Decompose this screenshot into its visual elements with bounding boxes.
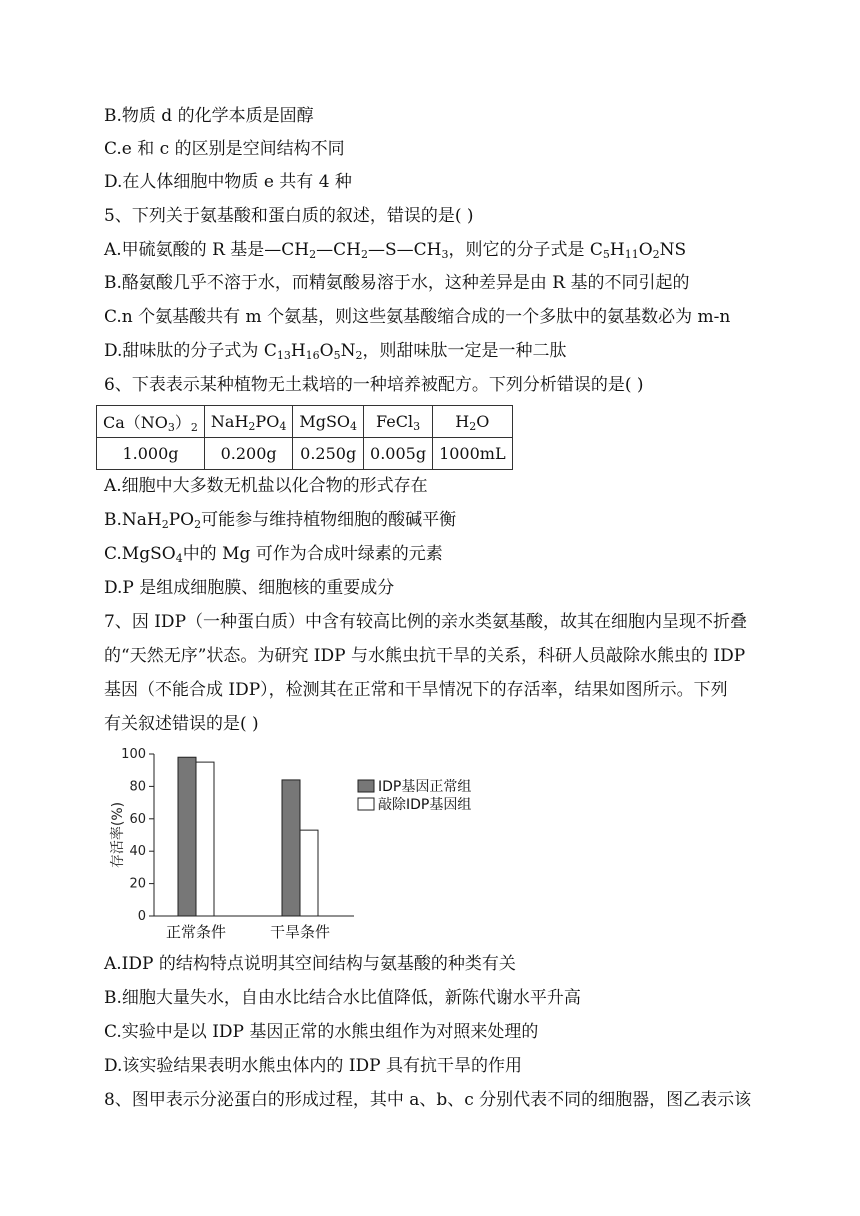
q7-stem-line3: 基因（不能合成 IDP），检测其在正常和干旱情况下的存活率，结果如图所示。下列 (104, 680, 728, 700)
q5-d-sub-c: 13 (276, 349, 291, 362)
bar-knockout-group (300, 830, 318, 916)
y-tick-label: 100 (121, 747, 146, 762)
x-tick-label: 干旱条件 (269, 923, 331, 941)
q6-option-b (104, 508, 456, 532)
h1-main: Ca（NO (103, 413, 168, 432)
q5-a-sub-2: 2 (360, 248, 368, 261)
q5-option-d (104, 339, 566, 363)
y-tick-label: 80 (129, 779, 146, 795)
bar-normal-group (178, 757, 196, 916)
h2-sub4: 4 (279, 420, 287, 433)
q5-option-b: B.酪氨酸几乎不溶于水，而精氨酸易溶于水，这种差异是由 R 基的不同引起的 (104, 273, 690, 293)
table-header-cell (364, 406, 433, 438)
q6-b-text-1: B.NaH (104, 510, 162, 530)
q5-d-sub-h: 16 (305, 349, 320, 362)
h4-sub3: 3 (413, 420, 421, 433)
table-header-row (97, 406, 513, 438)
q5-a-text-3: —S—CH (367, 240, 442, 260)
q7-stem-line4: 有关叙述错误的是( ) (104, 714, 259, 734)
h4-main: FeCl (376, 412, 414, 431)
q5-a-text-o: O (638, 240, 653, 260)
x-tick-label: 正常条件 (165, 923, 227, 941)
q5-option-c: C.n 个氨基酸共有 m 个氨基，则这些氨基酸缩合成的一个多肽中的氨基数必为 m-n (104, 307, 731, 327)
table-header-cell (204, 406, 292, 438)
y-axis-label: 存活率(%) (110, 801, 126, 869)
q5-a-text-ns: NS (659, 240, 687, 260)
q6-option-a: A.细胞中大多数无机盐以化合物的形式存在 (104, 476, 428, 496)
table-cell: 0.005g (364, 438, 433, 470)
q5-a-sub-1: 2 (309, 248, 317, 261)
q5-a-text-1: A.甲硫氨酸的 R 基是—CH (104, 240, 310, 260)
q4-option-c: C.e 和 c 的区别是空间结构不同 (104, 139, 345, 159)
legend-swatch (358, 780, 374, 792)
q5-d-sub-n: 2 (355, 349, 363, 362)
h3-main: MgSO (299, 412, 351, 431)
q5-option-a (104, 238, 686, 262)
q6-b-text-2: PO (168, 510, 195, 530)
table-cell: 0.250g (293, 438, 364, 470)
legend-label: IDP基因正常组 (378, 779, 472, 795)
legend-swatch (358, 798, 374, 810)
h1-sub2: 2 (190, 421, 198, 434)
table-cell: 1000mL (433, 438, 513, 470)
q6-b-text-3: 可能参与维持植物细胞的酸碱平衡 (201, 510, 457, 530)
y-tick-label: 40 (129, 844, 146, 860)
q5-stem: 5、下列关于氨基酸和蛋白质的叙述，错误的是( ) (104, 206, 474, 226)
y-tick-label: 60 (129, 811, 146, 827)
bar-knockout-group (196, 762, 214, 916)
table-header-cell (293, 406, 364, 438)
h1-sub3: 3 (167, 421, 175, 434)
h1-close: ） (174, 413, 191, 432)
q6-c-text-2: 中的 Mg 可作为合成叶绿素的元素 (182, 544, 443, 564)
q5-d-text-1: D.甜味肽的分子式为 C (104, 341, 277, 361)
q4-option-d: D.在人体细胞中物质 e 共有 4 种 (104, 172, 352, 192)
q5-a-sub-o: 2 (652, 248, 660, 261)
q5-d-text-2: ，则甜味肽一定是一种二肽 (362, 341, 567, 361)
q7-option-d: D.该实验结果表明水熊虫体内的 IDP 具有抗干旱的作用 (104, 1056, 523, 1076)
table-row (97, 438, 513, 470)
nutrient-table (96, 405, 513, 470)
y-tick-label: 20 (129, 876, 146, 892)
table-cell: 1.000g (97, 438, 205, 470)
q5-d-text-h: H (290, 341, 306, 361)
q5-d-text-n: N (340, 341, 356, 361)
q6-b-sub-1: 2 (161, 518, 169, 531)
q5-a-text-2: —CH (316, 240, 361, 260)
table-cell: 0.200g (204, 438, 292, 470)
q5-d-sub-o: 5 (333, 349, 341, 362)
q7-option-c: C.实验中是以 IDP 基因正常的水熊虫组作为对照来处理的 (104, 1022, 539, 1042)
q5-a-text-h: H (609, 240, 625, 260)
h5-sub2: 2 (469, 420, 477, 433)
q4-option-b: B.物质 d 的化学本质是固醇 (104, 106, 314, 126)
q5-a-text-4: ，则它的分子式是 C (448, 240, 603, 260)
bar-normal-group (282, 780, 300, 916)
table-header-cell (433, 406, 513, 438)
survival-chart (96, 738, 516, 948)
q7-stem-line1: 7、因 IDP（一种蛋白质）中含有较高比例的亲水类氨基酸，故其在细胞内呈现不折叠 (104, 612, 748, 632)
q5-d-text-o: O (319, 341, 334, 361)
q6-c-sub: 4 (175, 552, 183, 565)
q6-option-c (104, 542, 443, 566)
h3-sub4: 4 (350, 420, 358, 433)
q6-stem: 6、下表表示某种植物无土栽培的一种培养被配方。下列分析错误的是( ) (104, 375, 644, 395)
h2-po: PO (255, 412, 280, 431)
h5-h: H (455, 412, 470, 431)
h2-main: NaH (210, 412, 249, 431)
q6-c-text-1: C.MgSO (104, 544, 176, 564)
legend-label: 敲除IDP基因组 (378, 797, 472, 813)
q7-option-a: A.IDP 的结构特点说明其空间结构与氨基酸的种类有关 (104, 954, 516, 974)
q7-stem-line2: 的“天然无序”状态。为研究 IDP 与水熊虫抗干旱的关系，科研人员敲除水熊虫的 IDP (104, 646, 746, 666)
h2-sub2: 2 (248, 420, 256, 433)
q8-stem-line1: 8、图甲表示分泌蛋白的形成过程，其中 a、b、c 分别代表不同的细胞器，图乙表示该 (104, 1090, 752, 1110)
table-header-cell (97, 406, 205, 438)
y-tick-label: 0 (137, 909, 146, 924)
q6-b-sub-2: 2 (194, 518, 202, 531)
h5-o: O (476, 412, 490, 431)
q5-a-sub-c: 5 (602, 248, 610, 261)
q5-a-sub-h: 11 (624, 248, 639, 261)
q7-option-b: B.细胞大量失水，自由水比结合水比值降低，新陈代谢水平升高 (104, 988, 581, 1008)
q6-option-d: D.P 是组成细胞膜、细胞核的重要成分 (104, 578, 395, 598)
q5-a-sub-3: 3 (441, 248, 449, 261)
